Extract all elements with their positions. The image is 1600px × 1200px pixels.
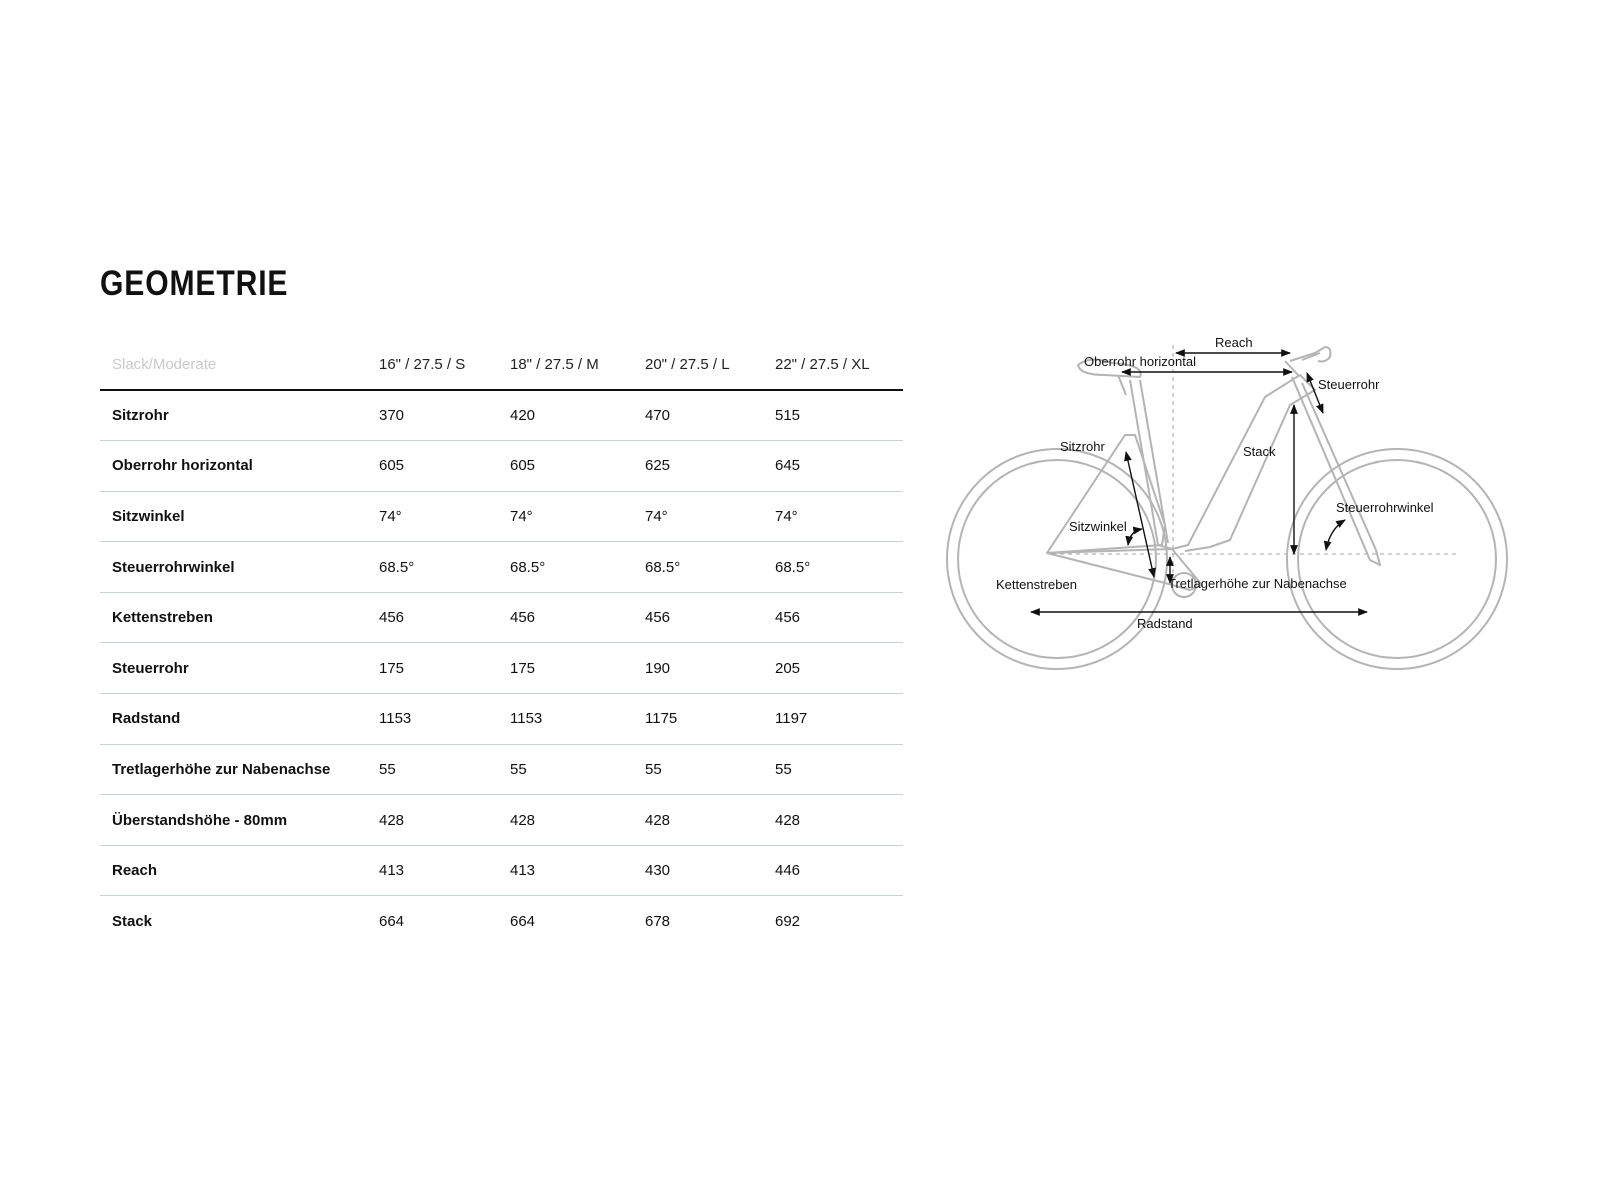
row-label: Tretlagerhöhe zur Nabenachse [112,760,331,778]
row-value: 175 [379,659,405,677]
row-value: 175 [510,659,536,677]
label-radstand: Radstand [1137,616,1193,631]
row-value: 625 [645,457,671,475]
diagram-labels [996,335,1434,631]
row-value: 605 [510,457,536,475]
row-value: 446 [775,862,801,880]
row-label: Überstandshöhe - 80mm [112,811,288,829]
row-label: Sitzrohr [112,407,169,425]
rear-wheel [947,449,1167,669]
row-value: 456 [775,609,801,627]
size-header-s: 16" / 27.5 / S [379,356,466,373]
row-value: 370 [379,407,405,425]
table-row [100,390,903,441]
row-value: 1175 [645,710,678,728]
row-label: Radstand [112,710,181,728]
row-value: 74° [645,507,668,525]
row-value: 55 [379,760,396,778]
row-value: 413 [510,862,536,880]
size-header-l: 20" / 27.5 / L [645,356,730,373]
row-value: 68.5° [775,558,811,576]
row-value: 205 [775,659,801,677]
bike-geometry-diagram [940,335,1520,685]
table-row [100,694,903,745]
row-label: Kettenstreben [112,609,213,627]
row-value: 413 [379,862,405,880]
row-value: 1153 [379,710,412,728]
row-label: Oberrohr horizontal [112,457,253,475]
row-label: Stack [112,912,153,930]
row-value: 692 [775,912,801,930]
size-header-m: 18" / 27.5 / M [510,356,599,373]
row-value: 68.5° [645,558,681,576]
table-row [100,643,903,694]
label-tretlagerhoehe: Tretlagerhöhe zur Nabenachse [1168,576,1347,591]
table-row [100,744,903,795]
geometry-table [100,340,903,947]
row-value: 430 [645,862,671,880]
page-title: GEOMETRIE [100,264,289,303]
row-value: 664 [379,912,405,930]
row-value: 55 [775,760,792,778]
label-oberrohr-horizontal: Oberrohr horizontal [1084,354,1196,369]
row-label: Sitzwinkel [112,507,185,525]
table-row [100,441,903,492]
row-value: 645 [775,457,801,475]
row-value: 55 [645,760,662,778]
table-row [100,845,903,896]
row-value: 428 [379,811,405,829]
label-kettenstreben: Kettenstreben [996,577,1077,592]
row-value: 74° [379,507,402,525]
table-row [100,542,903,593]
row-value: 74° [775,507,798,525]
label-sitzwinkel: Sitzwinkel [1069,519,1127,534]
row-value: 74° [510,507,533,525]
variant-label: Slack/Moderate [112,356,217,373]
table-body [100,390,903,947]
row-value: 1197 [775,710,808,728]
table-row [100,491,903,542]
label-steuerrohr: Steuerrohr [1318,377,1380,392]
row-value: 428 [775,811,801,829]
row-label: Steuerrohr [112,659,189,677]
table-header-row [100,340,903,390]
front-wheel [1287,449,1507,669]
row-label: Reach [112,862,158,880]
row-value: 664 [510,912,536,930]
row-value: 515 [775,407,801,425]
table-row [100,592,903,643]
row-value: 420 [510,407,536,425]
row-value: 55 [510,760,527,778]
label-steuerrohrwinkel: Steuerrohrwinkel [1336,500,1434,515]
row-value: 68.5° [510,558,546,576]
row-value: 456 [645,609,671,627]
label-reach: Reach [1215,335,1253,350]
label-sitzrohr: Sitzrohr [1060,439,1105,454]
table-row [100,896,903,947]
row-value: 68.5° [379,558,415,576]
row-value: 605 [379,457,405,475]
row-value: 1153 [510,710,543,728]
row-value: 470 [645,407,671,425]
table-row [100,795,903,846]
row-value: 190 [645,659,671,677]
row-label: Steuerrohrwinkel [112,558,235,576]
row-value: 678 [645,912,671,930]
bike-diagram-svg [940,335,1520,685]
size-header-xl: 22" / 27.5 / XL [775,356,870,373]
row-value: 456 [510,609,536,627]
row-value: 456 [379,609,405,627]
row-value: 428 [645,811,671,829]
row-value: 428 [510,811,536,829]
label-stack: Stack [1243,444,1276,459]
